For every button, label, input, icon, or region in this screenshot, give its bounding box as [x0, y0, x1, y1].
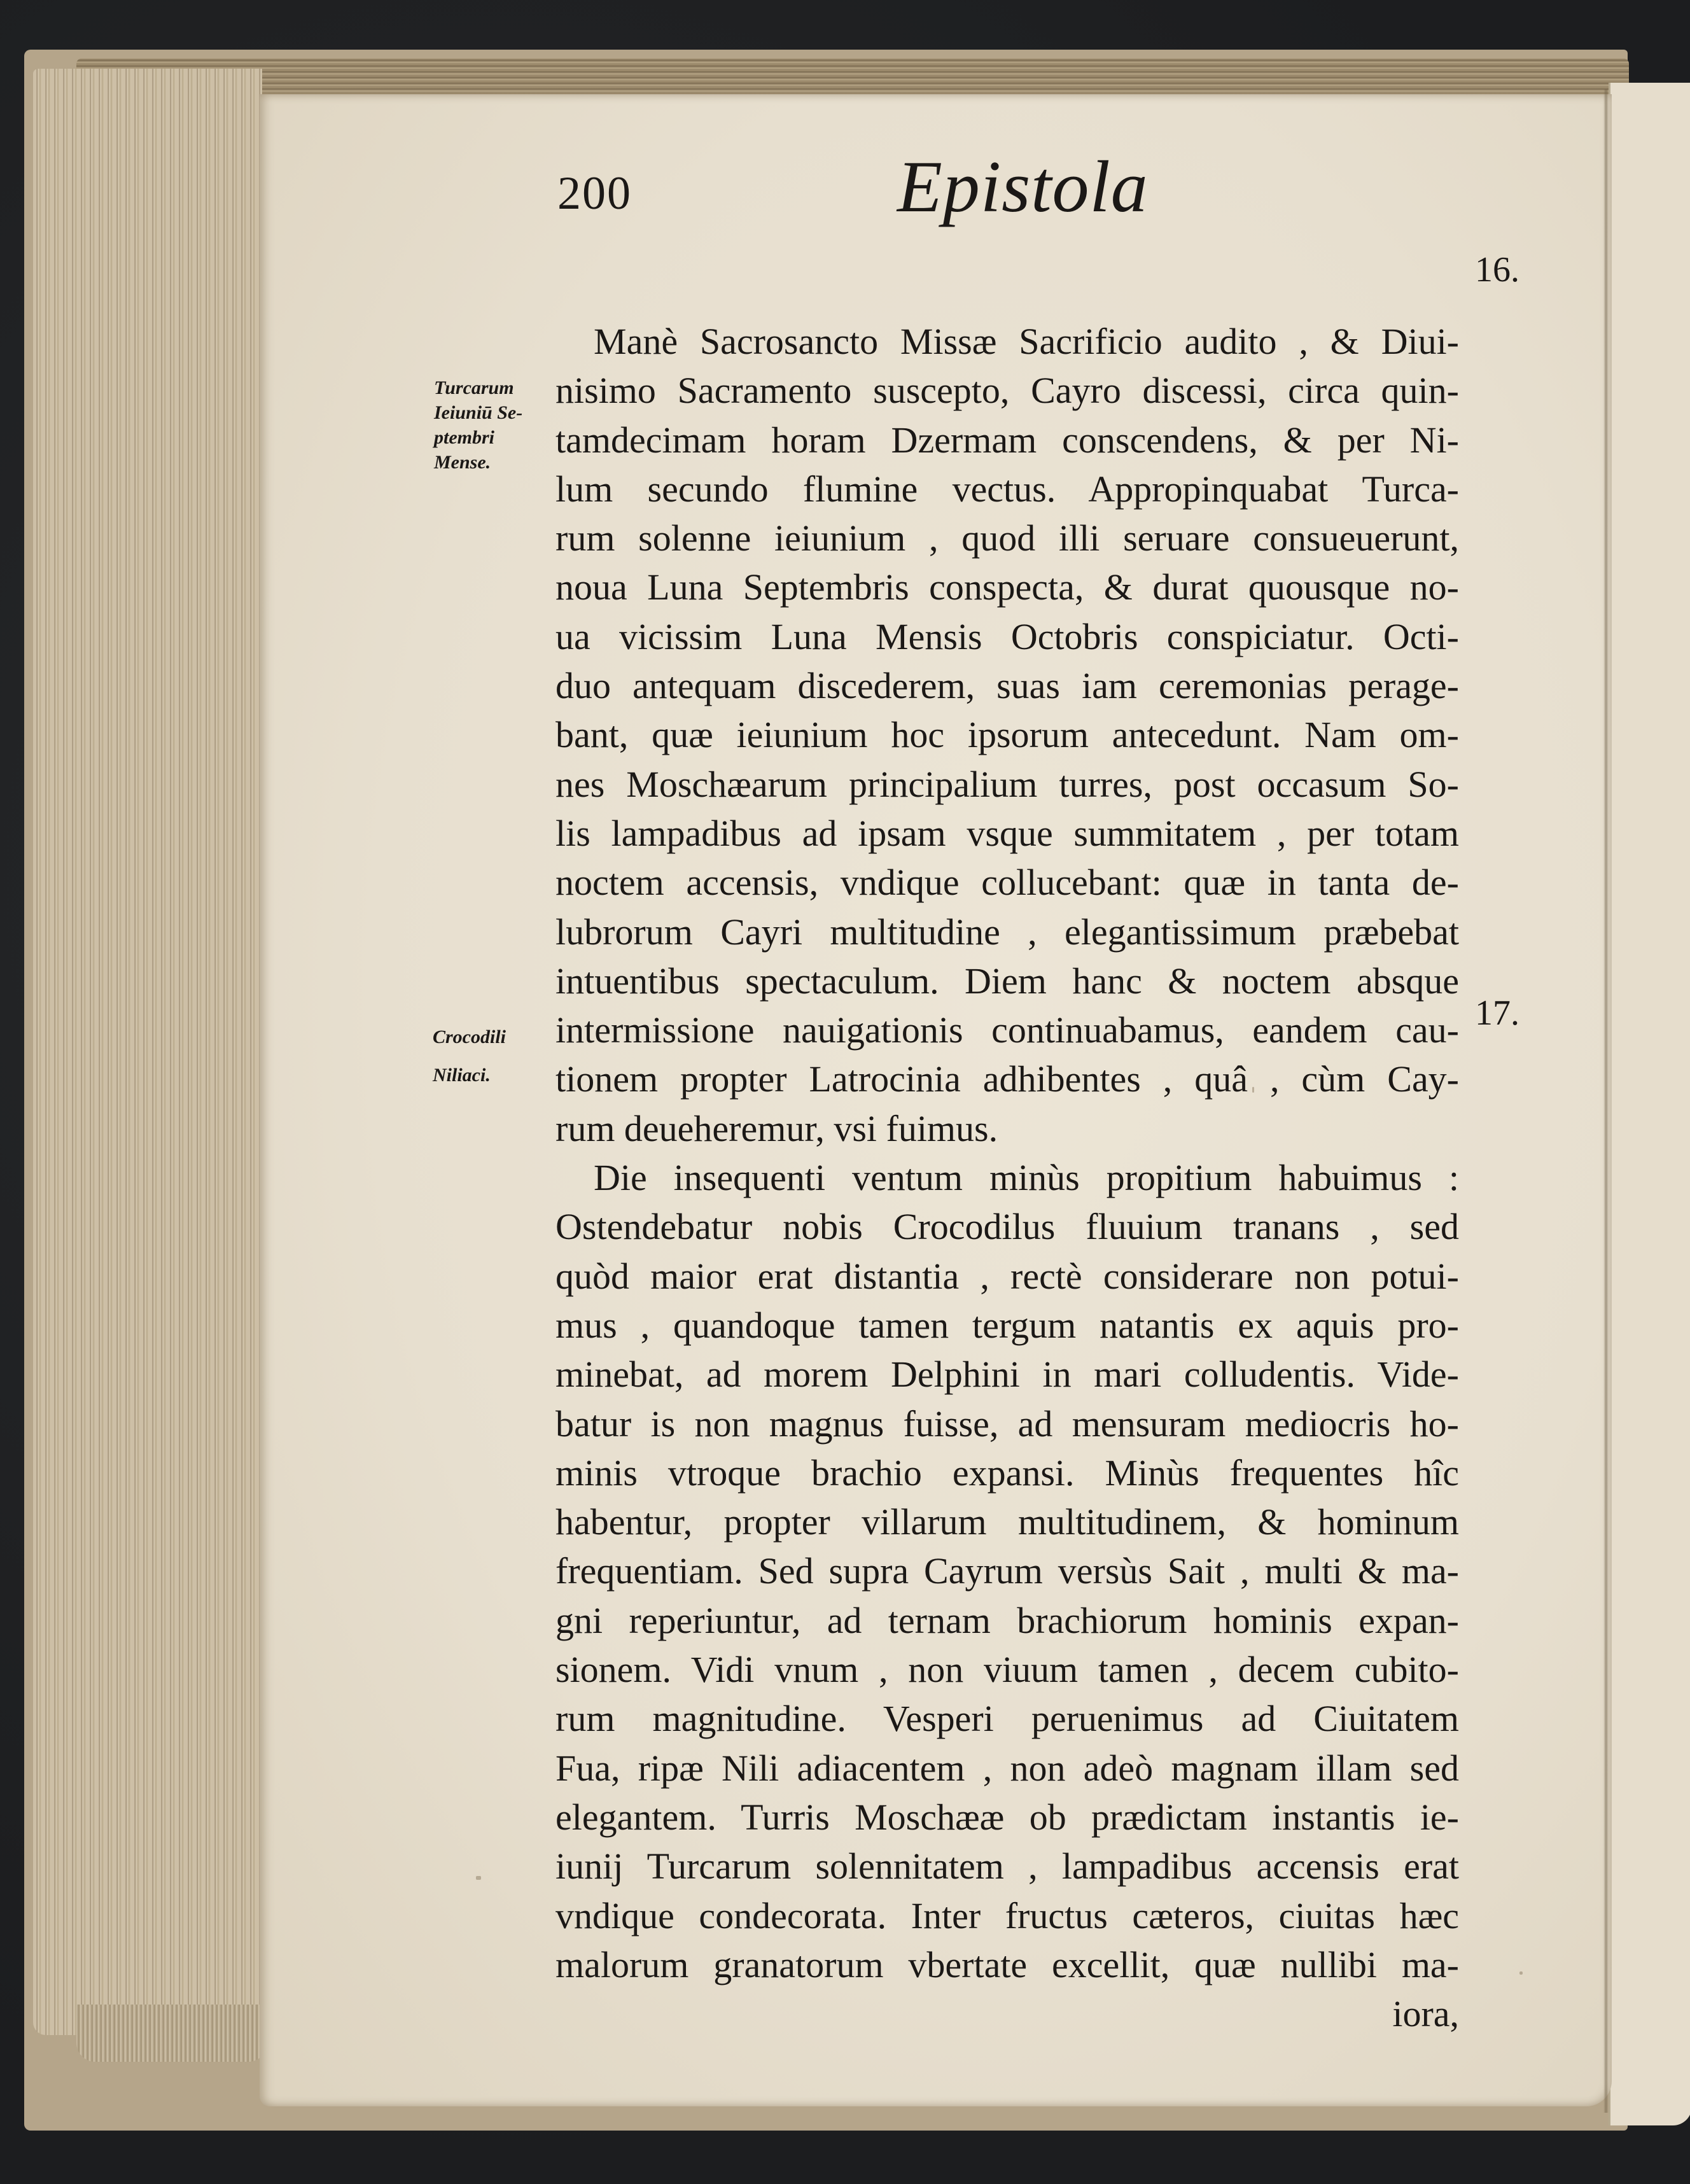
text-line: Fua, ripæ Nili adiacentem , non adeò magnam illam sed: [555, 1747, 1459, 1789]
margin-note-line: Niliaci.: [433, 1065, 491, 1086]
text-line: tionem propter Latrocinia adhibentes , quâ , cùm Cay-: [555, 1058, 1459, 1100]
text-line: batur is non magnus fuisse, ad mensuram mediocris ho-: [555, 1403, 1459, 1445]
text-line: rum magnitudine. Vesperi peruenimus ad Ciuitatem: [555, 1698, 1459, 1740]
text-line: sionem. Vidi vnum , non viuum tamen , decem cubito-: [555, 1649, 1459, 1691]
page-stack-bottom-edge: [76, 2005, 267, 2062]
text-line: duo antequam discederem, suas iam ceremonias perage-: [555, 665, 1459, 707]
text-line: noctem accensis, vndique collucebant: quæ in tanta de-: [555, 862, 1459, 904]
catchword: iora,: [1392, 1993, 1459, 2035]
margin-note-line: Ieiuniū Se-: [434, 402, 523, 423]
text-line: minebat, ad morem Delphini in mari colludentis. Vide-: [555, 1354, 1459, 1396]
text-line: quòd maior erat distantia , rectè considerare non potui-: [555, 1255, 1459, 1297]
text-line: vndique condecorata. Inter fructus cæteros, ciuitas hæc: [555, 1894, 1459, 1936]
section-number-17: 17.: [1475, 993, 1519, 1033]
text-line: elegantem. Turris Moschææ ob prædictam instantis ie-: [555, 1796, 1459, 1838]
margin-note-turcarum: [434, 375, 522, 475]
text-line: Manè Sacrosancto Missæ Sacrificio audito , & Diui-: [594, 321, 1459, 362]
gutter-shadow: [1603, 89, 1609, 2113]
text-line: rum solenne ieiunium , quod illi seruare consueuerunt,: [555, 517, 1459, 559]
text-line: Ostendebatur nobis Crocodilus fluuium tranans , sed: [555, 1206, 1459, 1248]
text-line: habentur, propter villarum multitudinem, & hominum: [555, 1501, 1459, 1543]
page-stack-fore-edge: [33, 69, 262, 2035]
text-line: nisimo Sacramento suscepto, Cayro discessi, circa quin-: [555, 370, 1459, 412]
running-head: Epistola: [897, 146, 1149, 228]
text-line: rum deueheremur, vsi fuimus.: [555, 1107, 998, 1149]
text-line: intermissione nauigationis continuabamus, eandem cau-: [555, 1009, 1459, 1051]
page-number: 200: [557, 167, 632, 220]
text-line: lum secundo flumine vectus. Appropinquabat Turca-: [555, 468, 1459, 510]
text-line: lis lampadibus ad ipsam vsque summitatem , per totam: [555, 812, 1459, 854]
text-line: gni reperiuntur, ad ternam brachiorum hominis expan-: [555, 1599, 1459, 1641]
text-line: tamdecimam horam Dzermam conscendens, & per Ni-: [555, 419, 1459, 461]
body-text: [555, 317, 1459, 2038]
text-line: ua vicissim Luna Mensis Octobris conspiciatur. Octi-: [555, 615, 1459, 657]
text-line: bant, quæ ieiunium hoc ipsorum antecedunt. Nam om-: [555, 714, 1459, 756]
margin-note-line: Mense.: [434, 452, 491, 473]
text-line: intuentibus spectaculum. Diem hanc & noctem absque: [555, 960, 1459, 1002]
margin-note-line: Turcarum: [434, 377, 514, 398]
section-number-16: 16.: [1475, 250, 1519, 290]
margin-note-crocodili: [433, 1018, 506, 1095]
text-line: nes Moschæarum principalium turres, post occasum So-: [555, 763, 1459, 805]
text-line: minis vtroque brachio expansi. Minùs frequentes hîc: [555, 1452, 1459, 1494]
text-line: iunij Turcarum solennitatem , lampadibus accensis erat: [555, 1845, 1459, 1887]
text-line: lubrorum Cayri multitudine , elegantissimum præbebat: [555, 911, 1459, 953]
text-line: mus , quandoque tamen tergum natantis ex aquis pro-: [555, 1304, 1459, 1346]
text-line: frequentiam. Sed supra Cayrum versùs Sait , multi & ma-: [555, 1550, 1459, 1592]
text-line: noua Luna Septembris conspecta, & durat quousque no-: [555, 566, 1459, 608]
margin-note-line: Crocodili: [433, 1026, 506, 1047]
facing-page-edge: [1609, 83, 1690, 2125]
text-line: Die insequenti ventum minùs propitium habuimus :: [594, 1157, 1459, 1199]
text-line: malorum granatorum vbertate excellit, quæ nullibi ma-: [555, 1943, 1459, 1985]
margin-note-line: ptembri: [434, 427, 494, 448]
